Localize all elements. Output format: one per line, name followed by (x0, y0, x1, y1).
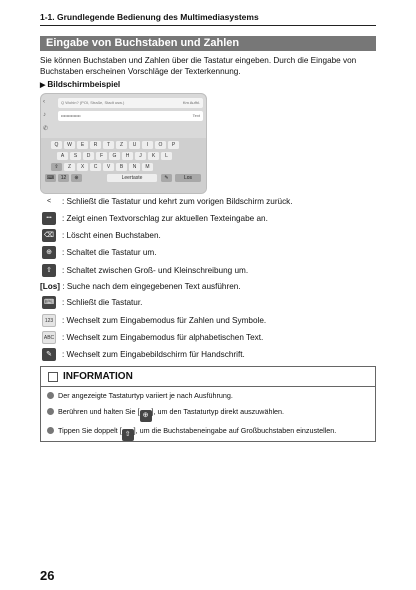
legend-description: : Schließt die Tastatur. (62, 298, 143, 307)
legend-row (40, 228, 380, 244)
legend-row (40, 330, 380, 346)
keyboard (41, 138, 206, 193)
delete-icon: ⌫ (42, 229, 56, 242)
bullet-icon (47, 427, 54, 434)
key: O (155, 141, 166, 149)
search-field: Q Wohin? (POI, Straße, Stadt usw.) Km Aufhl. (58, 98, 203, 108)
bullet-icon (47, 408, 54, 415)
globe-icon: ⊕ (140, 410, 152, 422)
key: W (64, 141, 75, 149)
legend-description: : Schaltet zwischen Groß- und Kleinschreibung um. (62, 266, 249, 275)
more-icon: ••• (42, 212, 56, 225)
back-arrow-icon: ‹ (43, 99, 45, 105)
handwriting-icon: ✎ (42, 348, 56, 361)
information-header (41, 367, 375, 387)
globe-icon: ⊕ (42, 246, 56, 259)
information-box (40, 366, 376, 442)
legend-row (40, 295, 380, 311)
key: B (116, 163, 127, 171)
key: A (57, 152, 68, 160)
key-row-1 (41, 141, 206, 150)
key: V (103, 163, 114, 171)
legend-description: : Wechselt zum Eingabemodus für Zahlen und Symbole. (62, 316, 267, 325)
shift-icon: ⇧ (42, 264, 56, 277)
space-key: Leertaste (107, 174, 157, 182)
numeric-mode-key: 12 (58, 174, 69, 182)
key: M (142, 163, 153, 171)
legend-row (40, 313, 380, 329)
key: E (77, 141, 88, 149)
legend-row (40, 211, 380, 227)
key: P (168, 141, 179, 149)
key-row-4 (41, 174, 206, 183)
key: R (90, 141, 101, 149)
key: Z (116, 141, 127, 149)
book-icon (48, 372, 58, 382)
shift-icon: ⇧ (122, 429, 134, 441)
key: F (96, 152, 107, 160)
key-row-3 (41, 163, 206, 172)
back-icon: < (42, 195, 56, 208)
legend-row (40, 245, 380, 261)
key: D (83, 152, 94, 160)
key: Q (51, 141, 62, 149)
key: X (77, 163, 88, 171)
legend-row (40, 347, 380, 363)
key-row-2 (41, 152, 206, 161)
handwriting-key: ✎ (161, 174, 172, 182)
key: Z (64, 163, 75, 171)
section-title: Eingabe von Buchstaben und Zahlen (40, 36, 376, 51)
bullet-icon (47, 392, 54, 399)
key: G (109, 152, 120, 160)
los-label: [Los] (40, 282, 61, 291)
key: T (103, 141, 114, 149)
legend-text (40, 279, 241, 295)
legend-row (40, 263, 380, 279)
key: J (135, 152, 146, 160)
legend-row (40, 279, 380, 295)
triangle-icon: ▶ (40, 82, 46, 89)
key: N (129, 163, 140, 171)
legend-description: : Löscht einen Buchstaben. (62, 231, 161, 240)
legend-row (40, 194, 380, 210)
info-bullet: Tippen Sie doppelt [ ⇧ ], um die Buchstabeneingabe auf Großbuchstaben einzustellen. (47, 426, 373, 441)
key: L (161, 152, 172, 160)
shift-key: ⇧ (51, 163, 62, 171)
legend-description: : Schließt die Tastatur und kehrt zum vorigen Bildschirm zurück. (62, 197, 293, 206)
music-icon: ♪ (43, 112, 46, 118)
legend-description: : Suche nach dem eingegebenen Text ausführen. (60, 282, 241, 291)
legend-description: : Zeigt einen Textvorschlag zur aktuellen Texteingabe an. (62, 214, 268, 223)
running-head: 1-1. Grundlegende Bedienung des Multimediasystems (40, 12, 376, 26)
legend-description: : Wechselt zum Eingabemodus für alphabetischen Text. (62, 333, 264, 342)
globe-key: ⊕ (71, 174, 82, 182)
legend-description: : Wechselt zum Eingabebildschirm für Handschrift. (62, 350, 245, 359)
keyboard-close-key: ⌨ (46, 175, 55, 181)
legend-description: : Schaltet die Tastatur um. (62, 248, 157, 257)
go-key: Los (175, 174, 201, 182)
key: K (148, 152, 159, 160)
info-bullet: Der angezeigte Tastaturtyp variiert je nach Ausführung. (47, 391, 373, 401)
intro-paragraph: Sie können Buchstaben und Zahlen über die Tastatur eingeben. Durch die Eingabe von Buchstaben erscheinen Vorschläge der Texterkennung. (40, 56, 357, 76)
page-number: 26 (40, 568, 55, 583)
key: U (129, 141, 140, 149)
phone-icon: ✆ (43, 126, 49, 132)
information-title: INFORMATION (63, 371, 133, 382)
alpha-mode-icon: ABC (42, 331, 56, 344)
keyboard-screenshot (40, 93, 207, 194)
key: H (122, 152, 133, 160)
numeric-mode-icon: 123 (42, 314, 56, 327)
key: S (70, 152, 81, 160)
info-bullet: Berühren und halten Sie [ ⊕ ], um den Tastaturtyp direkt auszuwählen. (47, 407, 373, 422)
text-field: •••••••••••••• Text (58, 111, 203, 121)
key: I (142, 141, 153, 149)
key: C (90, 163, 101, 171)
screenshot-heading: ▶ Bildschirmbeispiel (40, 80, 121, 89)
keyboard-close-icon: ⌨ (42, 296, 56, 309)
